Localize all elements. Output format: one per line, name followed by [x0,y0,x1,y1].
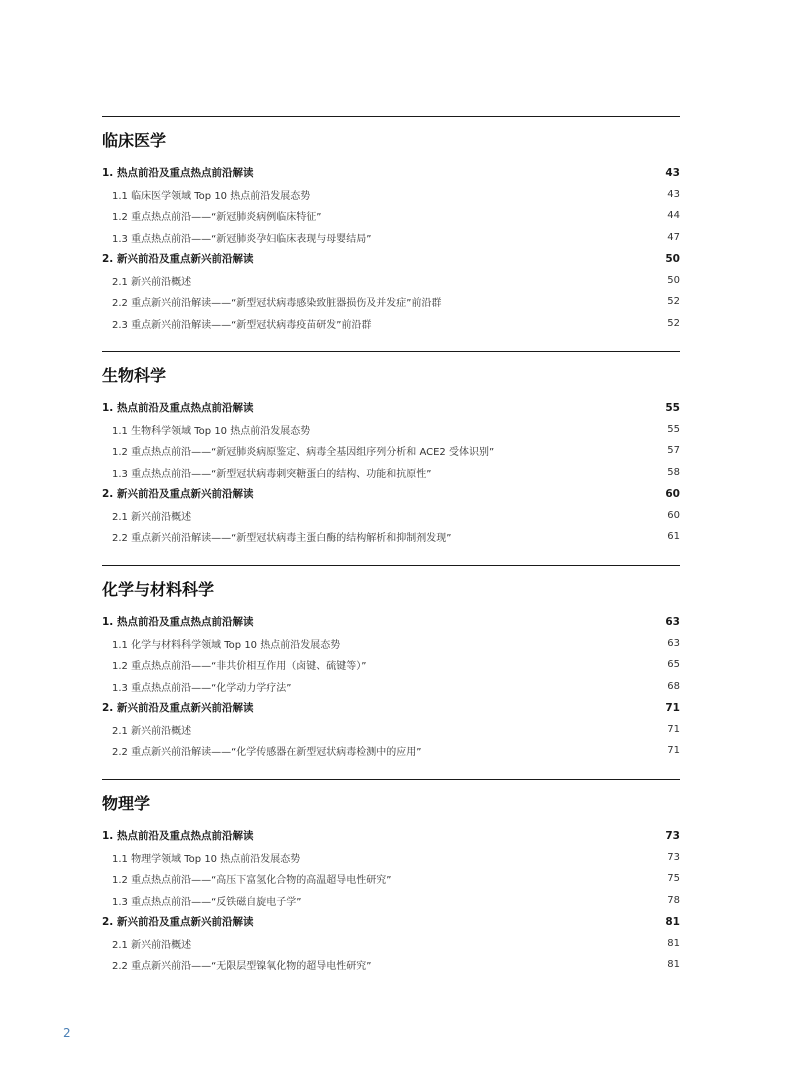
toc-entry-text: 1. 热点前沿及重点热点前沿解读 [102,402,254,415]
toc-entry-level2[interactable] [102,719,680,741]
toc-entry-level2[interactable] [102,291,680,313]
toc-entry-text: 1.2 重点热点前沿——“新冠肺炎病原鉴定、病毒全基因组序列分析和 ACE2 受体识别” [112,447,495,459]
section-divider [102,116,680,117]
toc-page-number: 78 [667,894,680,906]
toc-section-clinical-medicine [102,116,680,334]
toc-entry-text: 1.3 重点热点前沿——“新冠肺炎孕妇临床表现与母婴结局” [112,233,372,245]
toc-page-number: 55 [667,423,680,435]
toc-entry-level2[interactable] [102,505,680,527]
toc-entry-level2[interactable] [102,633,680,655]
toc-entry-level2[interactable] [102,868,680,890]
toc-entry-level2[interactable] [102,313,680,335]
toc-entry-text: 1.1 物理学领域 Top 10 热点前沿发展态势 [112,853,301,865]
section-title: 临床医学 [102,131,167,150]
toc-list [102,162,680,334]
toc-entry-text: 1. 热点前沿及重点热点前沿解读 [102,167,254,180]
toc-entry-text: 2. 新兴前沿及重点新兴前沿解读 [102,488,254,501]
toc-entry-level1[interactable] [102,397,680,419]
toc-page-number: 81 [667,959,680,971]
toc-entry-text: 2.2 重点新兴前沿解读——“新型冠状病毒主蛋白酶的结构解析和抑制剂发现” [112,533,452,545]
toc-entry-level2[interactable] [102,419,680,441]
toc-page-number: 71 [667,723,680,735]
toc-entry-level2[interactable] [102,933,680,955]
toc-entry-text: 2. 新兴前沿及重点新兴前沿解读 [102,253,254,266]
toc-entry-level2[interactable] [102,462,680,484]
toc-page-number: 44 [667,210,680,222]
toc-entry-text: 2.2 重点新兴前沿解读——“化学传感器在新型冠状病毒检测中的应用” [112,747,422,759]
toc-page-number: 43 [665,166,680,179]
section-divider [102,351,680,352]
toc-page-number: 50 [667,274,680,286]
toc-page-number: 68 [667,680,680,692]
toc-entry-text: 1.3 重点热点前沿——“化学动力学疗法” [112,682,292,694]
toc-entry-level2[interactable] [102,954,680,976]
toc-page-number: 43 [667,188,680,200]
toc-entry-level2[interactable] [102,890,680,912]
section-title: 生物科学 [102,366,167,385]
toc-page-number: 61 [667,531,680,543]
toc-page-number: 50 [665,252,680,265]
toc-page-number: 57 [667,445,680,457]
toc-entry-text: 1. 热点前沿及重点热点前沿解读 [102,616,254,629]
toc-entry-level2[interactable] [102,847,680,869]
toc-page-number: 81 [665,915,680,928]
toc-entry-level1[interactable] [102,911,680,933]
section-title: 物理学 [102,794,151,813]
toc-entry-level2[interactable] [102,526,680,548]
toc-entry-text: 2. 新兴前沿及重点新兴前沿解读 [102,702,254,715]
toc-page-number: 65 [667,659,680,671]
toc-entry-level1[interactable] [102,611,680,633]
toc-entry-text: 1.2 重点热点前沿——“高压下富氢化合物的高温超导电性研究” [112,875,392,887]
section-divider [102,779,680,780]
toc-page-number: 63 [665,615,680,628]
toc-page-number: 81 [667,937,680,949]
toc-entry-text: 2.1 新兴前沿概述 [112,939,192,951]
toc-page-number: 60 [667,509,680,521]
toc-entry-text: 2.1 新兴前沿概述 [112,511,192,523]
toc-entry-level2[interactable] [102,676,680,698]
toc-entry-level1[interactable] [102,697,680,719]
toc-page-number: 71 [667,745,680,757]
toc-entry-level1[interactable] [102,483,680,505]
toc-entry-text: 1.1 化学与材料科学领域 Top 10 热点前沿发展态势 [112,639,341,651]
toc-entry-text: 1.1 临床医学领域 Top 10 热点前沿发展态势 [112,190,311,202]
toc-page-number: 47 [667,231,680,243]
toc-section-physics [102,779,680,976]
toc-entry-text: 1.1 生物科学领域 Top 10 热点前沿发展态势 [112,425,311,437]
toc-entry-text: 2.1 新兴前沿概述 [112,276,192,288]
toc-section-biological-sciences [102,351,680,548]
toc-entry-level1[interactable] [102,162,680,184]
toc-page-number: 63 [667,637,680,649]
section-title: 化学与材料科学 [102,580,215,599]
toc-entry-level2[interactable] [102,740,680,762]
section-divider [102,565,680,566]
toc-list [102,397,680,548]
toc-entry-level2[interactable] [102,440,680,462]
toc-entry-text: 2. 新兴前沿及重点新兴前沿解读 [102,916,254,929]
toc-entry-text: 1.3 重点热点前沿——“新型冠状病毒刺突糖蛋白的结构、功能和抗原性” [112,468,432,480]
toc-entry-text: 1.2 重点热点前沿——“非共价相互作用（卤键、硫键等）” [112,661,367,673]
toc-entry-level2[interactable] [102,205,680,227]
toc-page-number: 73 [667,851,680,863]
toc-page-number: 58 [667,466,680,478]
toc-page-number: 71 [665,701,680,714]
toc-entry-text: 2.3 重点新兴前沿解读——“新型冠状病毒疫苗研发”前沿群 [112,319,372,331]
toc-entry-level2[interactable] [102,184,680,206]
toc-entry-text: 1. 热点前沿及重点热点前沿解读 [102,830,254,843]
toc-list [102,611,680,762]
toc-entry-text: 2.2 重点新兴前沿解读——“新型冠状病毒感染致脏器损伤及并发症”前沿群 [112,298,442,310]
toc-entry-level1[interactable] [102,825,680,847]
toc-page-number: 73 [665,829,680,842]
toc-page-number: 55 [665,401,680,414]
toc-entry-level2[interactable] [102,654,680,676]
toc-entry-text: 1.3 重点热点前沿——“反铁磁自旋电子学” [112,896,302,908]
toc-page-number: 52 [667,296,680,308]
toc-list [102,825,680,976]
page-number: 2 [63,1026,71,1040]
toc-entry-level1[interactable] [102,248,680,270]
toc-page-number: 60 [665,487,680,500]
toc-page-number: 52 [667,317,680,329]
toc-section-chemistry-materials [102,565,680,762]
toc-entry-text: 2.1 新兴前沿概述 [112,725,192,737]
toc-entry-level2[interactable] [102,270,680,292]
toc-entry-text: 2.2 重点新兴前沿——“无限层型镍氧化物的超导电性研究” [112,961,372,973]
toc-entry-text: 1.2 重点热点前沿——“新冠肺炎病例临床特征” [112,212,322,224]
toc-entry-level2[interactable] [102,227,680,249]
toc-page-number: 75 [667,873,680,885]
